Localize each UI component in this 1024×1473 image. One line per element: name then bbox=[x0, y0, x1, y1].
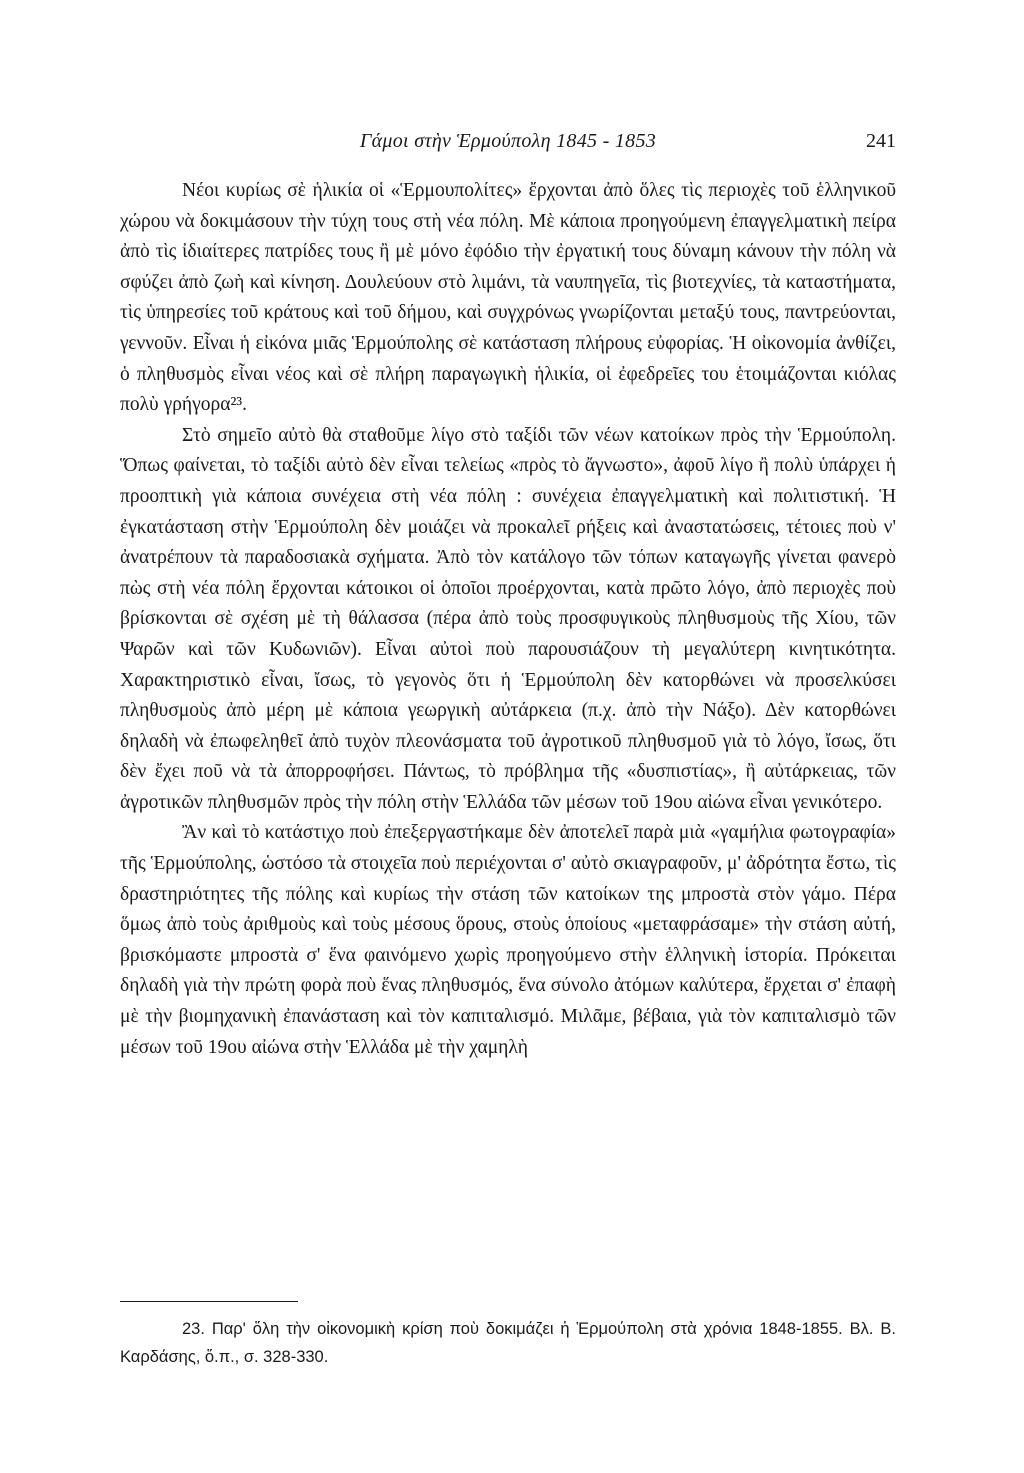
paragraph-2: Στὸ σημεῖο αὐτὸ θὰ σταθοῦμε λίγο στὸ ταξίδι τῶν νέων κατοίκων πρὸς τὴν Ἑρμούπολη. Ὅπως φαίνεται, τὸ ταξίδι αὐτὸ δὲν εἶναι τελείως «πρὸς τὸ ἄγνωστο», ἀφοῦ λίγο ἢ πολὺ ὑπάρχει ἡ προοπτικὴ γιὰ κάποια συνέχεια στὴ νέα πόλη : συνέχεια ἐπαγγελματικὴ καὶ πολιτιστική. Ἡ ἐγκατάσταση στὴν Ἑρμούπολη δὲν μοιάζει νὰ προκαλεῖ ρήξεις καὶ ἀναστατώσεις, τέτοιες ποὺ ν' ἀνατρέπουν τὰ παραδοσιακὰ σχήματα. Ἀπὸ τὸν κατάλογο τῶν τόπων καταγωγῆς γίνεται φανερὸ πὼς στὴ νέα πόλη ἔρχονται κάτοικοι οἱ ὁποῖοι προέρχονται, κατὰ πρῶτο λόγο, ἀπὸ περιοχὲς ποὺ βρίσκονται σὲ σχέση μὲ τὴ θάλασσα (πέρα ἀπὸ τοὺς προσφυγικοὺς πληθυσμοὺς τῆς Χίου, τῶν Ψαρῶν καὶ τῶν Κυδωνιῶν). Εἶναι αὐτοὶ ποὺ παρουσιάζουν τὴ μεγαλύτερη κινητικότητα. Χαρακτηριστικὸ εἶναι, ἴσως, τὸ γεγονὸς ὅτι ἡ Ἑρμούπολη δὲν κατορθώνει νὰ προσελκύσει πληθυσμοὺς ἀπὸ μέρη μὲ κάποια γεωργικὴ αὐτάρκεια (π.χ. ἀπὸ τὴν Νάξο). Δὲν κατορθώνει δηλαδὴ νὰ ἐπωφεληθεῖ ἀπὸ τυχὸν πλεονάσματα τοῦ ἀγροτικοῦ πληθυσμοῦ γιὰ τὸ λόγο, ἴσως, ὅτι δὲν ἔχει ποῦ νὰ τὰ ἀπορροφήσει. Πάντως, τὸ πρόβλημα τῆς «δυσπιστίας», ἢ αὐτάρκειας, τῶν ἀγροτικῶν πληθυσμῶν πρὸς τὴν πόλη στὴν Ἑλλάδα τῶν μέσων τοῦ 19ου αἰώνα εἶναι γενικότερο. bbox=[120, 424, 896, 813]
running-header bbox=[120, 126, 896, 156]
footnote-23: 23. Παρ' ὅλη τὴν οἰκονομικὴ κρίση ποὺ δοκιμάζει ἡ Ἑρμούπολη στὰ χρόνια 1848-1855. Βλ. Β. Καρδάσης, ὅ.π., σ. 328-330. bbox=[120, 1320, 896, 1366]
page-number: 241 bbox=[866, 130, 896, 152]
running-title: Γάμοι στὴν Ἑρμούπολη 1845 - 1853 bbox=[359, 130, 657, 152]
paragraph-1: Νέοι κυρίως σὲ ἡλικία οἱ «Ἑρμουπολίτες» ἔρχονται ἀπὸ ὅλες τὶς περιοχὲς τοῦ ἑλληνικοῦ χώρου νὰ δοκιμάσουν τὴν τύχη τους στὴ νέα πόλη. Μὲ κάποια προηγούμενη ἐπαγγελματικὴ πείρα ἀπὸ τὶς ἰδιαίτερες πατρίδες τους ἢ μὲ μόνο ἐφόδιο τὴν ἐργατική τους δύναμη κάνουν τὴν πόλη νὰ σφύζει ἀπὸ ζωὴ καὶ κίνηση. Δουλεύουν στὸ λιμάνι, τὰ ναυπηγεῖα, τὶς βιοτεχνίες, τὰ καταστήματα, τὶς ὑπηρεσίες τοῦ κράτους καὶ τοῦ δήμου, καὶ συγχρόνως γνωρίζονται μεταξύ τους, παντρεύονται, γεννοῦν. Εἶναι ἡ εἰκόνα μιᾶς Ἑρμούπολης σὲ κατάσταση πλήρους εὐφορίας. Ἡ οἰκονομία ἀνθίζει, ὁ πληθυσμὸς εἶναι νέος καὶ σὲ πλήρη παραγωγικὴ ἡλικία, οἱ ἐφεδρεῖες του ἑτοιμάζονται κιόλας πολὺ γρήγορα²³. bbox=[120, 180, 896, 416]
footnote-separator bbox=[120, 1301, 298, 1302]
body-text bbox=[120, 176, 896, 1063]
paragraph-3: Ἂν καὶ τὸ κατάστιχο ποὺ ἐπεξεργαστήκαμε δὲν ἀποτελεῖ παρὰ μιὰ «γαμήλια φωτογραφία» τῆς Ἑρμούπολης, ὡστόσο τὰ στοιχεῖα ποὺ περιέχονται σ' αὐτὸ σκιαγραφοῦν, μ' ἀδρότητα ἔστω, τὶς δραστηριότητες τῆς πόλης καὶ κυρίως τὴν στάση τῶν κατοίκων της μπροστὰ στὸν γάμο. Πέρα ὅμως ἀπὸ τοὺς ἀριθμοὺς καὶ τοὺς μέσους ὅρους, στοὺς ὁποίους «μεταφράσαμε» τὴν στάση αὐτή, βρισκόμαστε μπροστὰ σ' ἕνα φαινόμενο χωρὶς προηγούμενο στὴν ἑλληνικὴ ἱστορία. Πρόκειται δηλαδὴ γιὰ τὴν πρώτη φορὰ ποὺ ἕνας πληθυσμός, ἕνα σύνολο ἀτόμων καλύτερα, ἔρχεται σ' ἐπαφὴ μὲ τὴν βιομηχανικὴ ἐπανάσταση καὶ τὸν καπιταλισμό. Μιλᾶμε, βέβαια, γιὰ τὸν καπιταλισμὸ τῶν μέσων τοῦ 19ου αἰώνα στὴν Ἑλλάδα μὲ τὴν χαμηλὴ bbox=[120, 822, 896, 1058]
